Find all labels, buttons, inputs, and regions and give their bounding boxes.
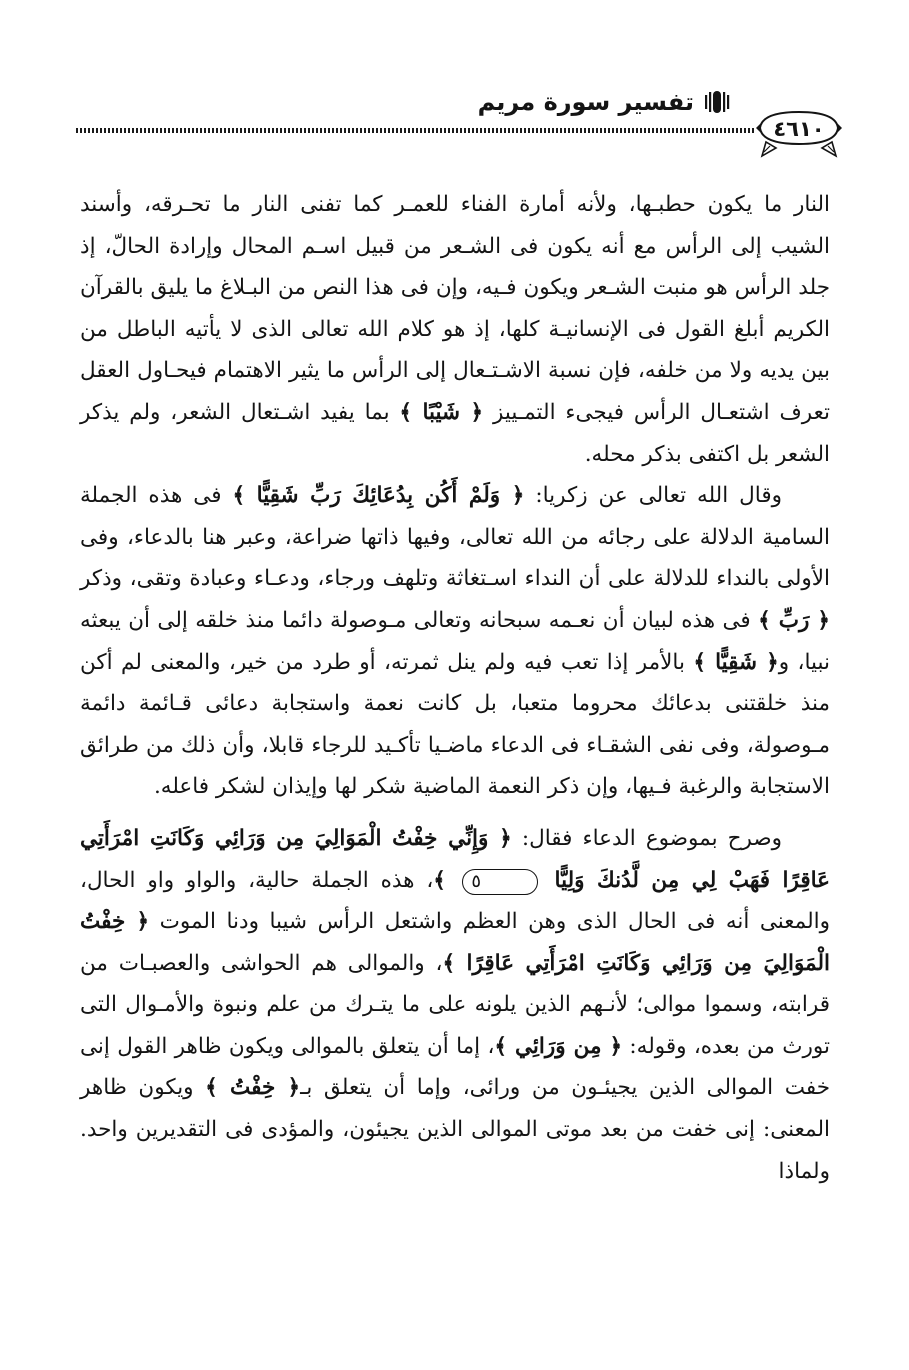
text-segment: ، إما أن يتعلق بالموالى ويكون ظاهر القول إنى خفت الموالى الذين يجيئـون من ورائى، وإما أن يتعلق بـ [80, 1033, 830, 1101]
ayah-number: ٥ [462, 869, 538, 895]
quran-quote: ﴿ شَيْبًا ﴾ [399, 399, 484, 425]
text-segment: فى هذه لبيان أن نعـمه سبحانه وتعالى مـوصولة دائما منذ خلقه إلى أن يبعثه نبيا، و [80, 607, 830, 675]
text-segment: ، والموالى هم الحواشى والعصبـات من قرابته، وسموا موالى؛ لأنـهم الذين يلونه على ما يتـرك من علم ونبوة والأمـوال التى تورث من بعده، وقوله: [80, 950, 830, 1059]
text-segment: ، هذه الجملة حالية، والواو واو الحال، والمعنى أنه فى الحال الذى وهن العظم واشتعل الرأس شيبا ودنا الموت [80, 867, 830, 935]
quran-quote: ﴾ [433, 867, 459, 893]
quran-quote: ﴿ وَإِنِّي خِفْتُ الْمَوَالِيَ مِن وَرَائِي وَكَانَتِ امْرَأَتِي عَاقِرًا فَهَبْ لِي مِن لَّدُنكَ وَلِيًّا [80, 825, 831, 893]
running-title-group [470, 84, 730, 120]
header-dotted-rule [76, 128, 756, 133]
running-title: تفسير سورة مريم [477, 88, 694, 116]
text-segment: فى هذه الجملة السامية الدلالة على رجائه من الله تعالى، وفيها ذاتها ضراعة، وعبر هنا بالدعاء، وفى الأولى بالنداء للدلالة على أن النداء اسـتغاثة وتلهف ورجاء، ودعـاء وعبادة وتقى، وذكر [80, 483, 830, 592]
quran-quote: ﴿ خِفْتُ ﴾ [205, 1075, 301, 1101]
text-segment: بالأمر إذا تعب فيه ولم ينل ثمرته، أو طرد من خير، والمعنى لم أكن منذ خلقتنى بدعائك محروما متعبا، بل كانت نعمة واستجابة دعائى قـائمة دائمة مـوصولة، وفى نفى الشقـاء فى الدعاء ماضـيا تأكـيد للرجاء قابلا، وأن ذلك من طرائق الاستجابة والرغبة فـيها، وإن ذكر النعمة الماضية شكر لها وإيذان لشكر فاعله. [80, 649, 830, 800]
paragraph-1 [80, 184, 830, 475]
text-segment: وصرح بموضوع الدعاء فقال: [511, 825, 783, 851]
quran-quote: ﴿ رَبِّ ﴾ [758, 607, 831, 633]
text-segment: وقال الله تعالى عن زكريا: [524, 483, 782, 509]
text-segment: بما يفيد اشـتعال الشعر، ولم يذكر الشعر بل اكتفى بذكر محله. [80, 399, 830, 467]
page-number: ٤٦١٠ [773, 117, 825, 141]
paragraph-3 [80, 818, 830, 1192]
body-text [80, 184, 830, 1192]
quran-quote: ﴿ مِن وَرَائِي ﴾ [494, 1033, 623, 1059]
quran-quote: ﴿ شَقِيًّا ﴾ [693, 649, 779, 675]
text-segment: النار ما يكون حطبـها، ولأنه أمارة الفناء للعمـر كما تفنى النار ما تحـرقه، وأسند الشيب إلى الرأس مع أنه يكون فى الشـعر من قبيل اسـم المحال وإرادة الحالّ، إذ جلد الرأس هو منبت الشـعر ويكون فـيه، وإن فى هذا النص من البـلاغ ما يليق بالقرآن الكريم أبلغ القول فى الإنسانيـة كلها، إذ هو كلام الله تعالى الذى لا يأتيه الباطل من بين يديه ولا من خلفه، فإن نسبة الاشـتـعال إلى الرأس ما يثير الاهتمام فيحـاول العقل تعرف اشتعـال الرأس فيجىء التمـييز [80, 192, 830, 425]
text-segment: ويكون ظاهر المعنى: إنى خفت من بعد موتى الموالى الذين يجيئون، والمؤدى فى التقديرين واحد. ولماذا [80, 1075, 830, 1184]
quran-quote: ﴿ خِفْتُ الْمَوَالِيَ مِن وَرَائِي وَكَانَتِ امْرَأَتِي عَاقِرًا ﴾ [80, 909, 831, 976]
paragraph-2 [80, 475, 830, 808]
page-header [0, 0, 909, 175]
quran-quote: ﴿ وَلَمْ أَكُن بِدُعَائِكَ رَبِّ شَقِيًّا ﴾ [232, 483, 525, 509]
ornament-icon [704, 91, 730, 113]
